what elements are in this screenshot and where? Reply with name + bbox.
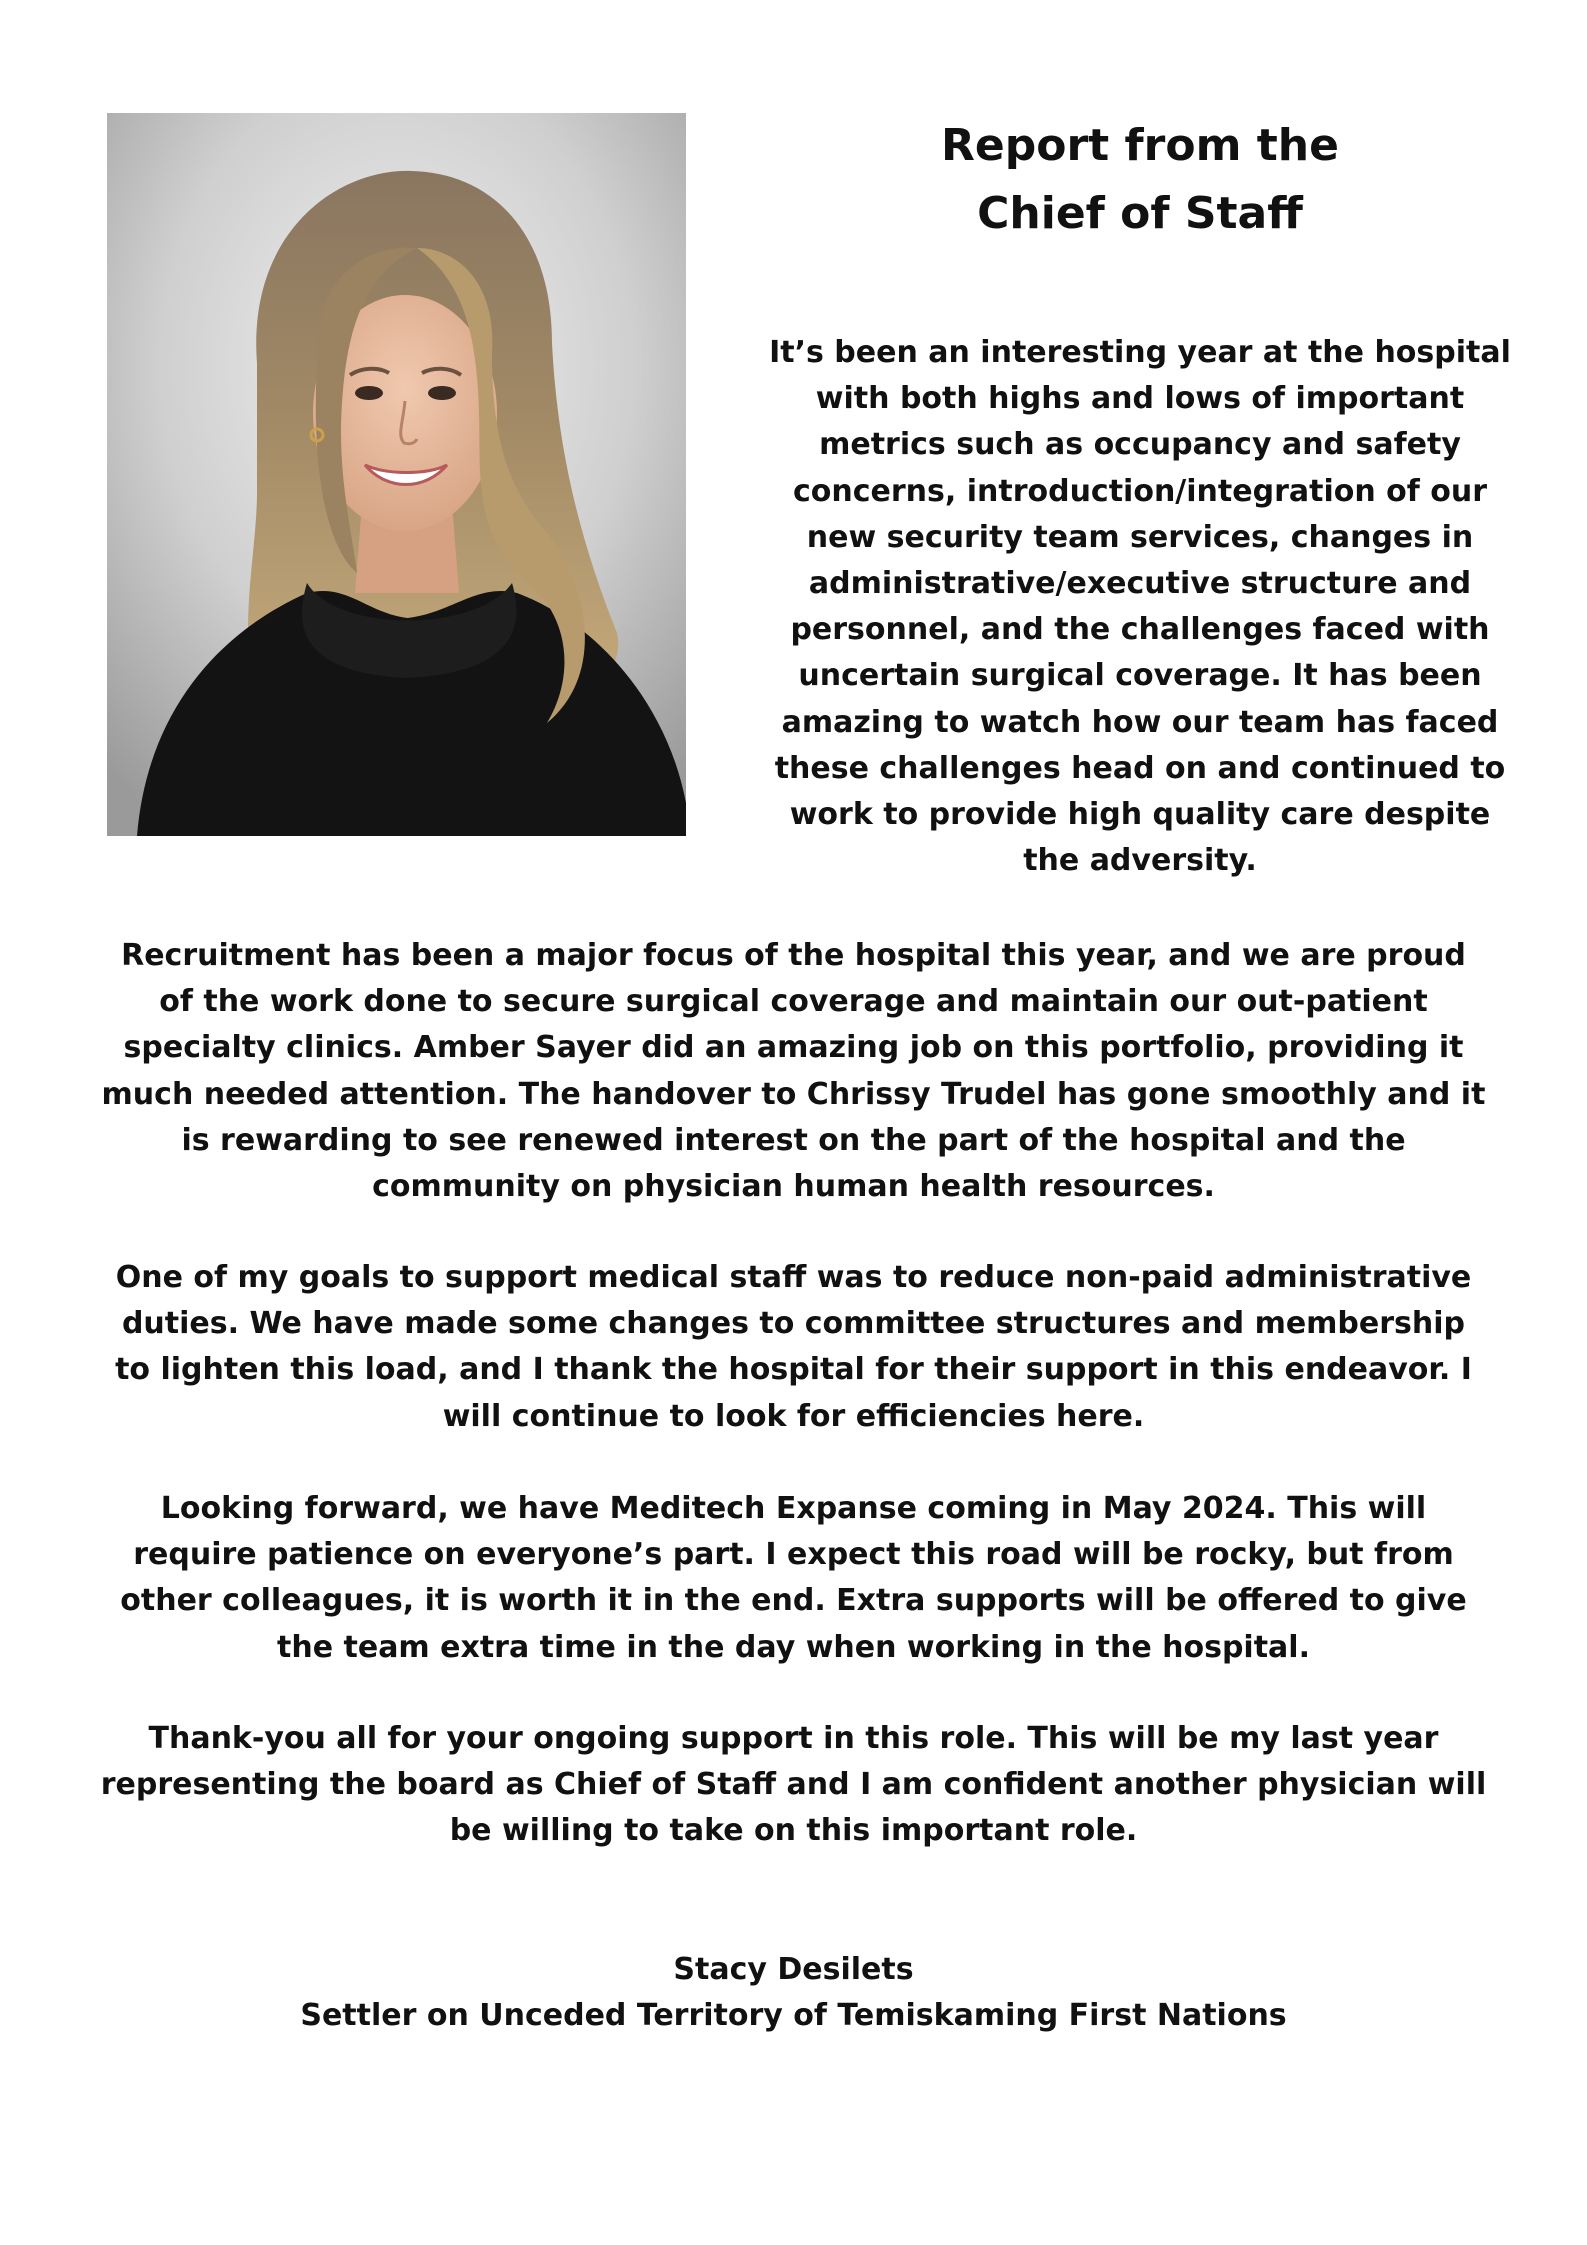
- paragraph-thank-you: Thank-you all for your ongoing support in this role. This will be my last year representing the board as Chief of Staff and I am confident another physician will be willing to take on this important role.: [100, 1721, 1487, 1849]
- title-line-2: Chief of Staff: [977, 188, 1303, 239]
- signature-block: [100, 1947, 1487, 2039]
- intro-paragraph: It’s been an interesting year at the hospital with both highs and lows of important metrics such as occupancy and safety concerns, introduction/integration of our new security team services, changes in administrative/executive structure and personnel, and the challenges faced with uncertain surgical coverage. It has been amazing to watch how our team has faced these challenges head on and continued to work to provide high quality care despite the adversity.: [769, 335, 1511, 879]
- portrait-photo: [107, 113, 686, 836]
- paragraph-meditech-expanse: Looking forward, we have Meditech Expanse coming in May 2024. This will require patience on everyone’s part. I expect this road will be rocky, but from other colleagues, it is worth it in the end. Extra supports will be offered to give the team extra time in the day when working in the hospital.: [120, 1491, 1467, 1665]
- paragraph-administrative-duties: One of my goals to support medical staff was to reduce non-paid administrative duties. We have made some changes to committee structures and membership to lighten this load, and I thank the hospital for their support in this endeavor. I will continue to look for efficiencies here.: [115, 1260, 1472, 1434]
- title-line-1: Report from the: [941, 120, 1339, 171]
- signature-name: Stacy Desilets: [673, 1952, 914, 1987]
- paragraph-recruitment: Recruitment has been a major focus of the hospital this year, and we are proud of the work done to secure surgical coverage and maintain our out-patient specialty clinics. Amber Sayer did an amazing job on this portfolio, providing it much needed attention. The handover to Chrissy Trudel has gone smoothly and it is rewarding to see renewed interest on the part of the hospital and the community on physician human health resources.: [101, 938, 1486, 1205]
- page-title: [760, 112, 1520, 248]
- land-acknowledgement: Settler on Unceded Territory of Temiskaming First Nations: [300, 1998, 1287, 2034]
